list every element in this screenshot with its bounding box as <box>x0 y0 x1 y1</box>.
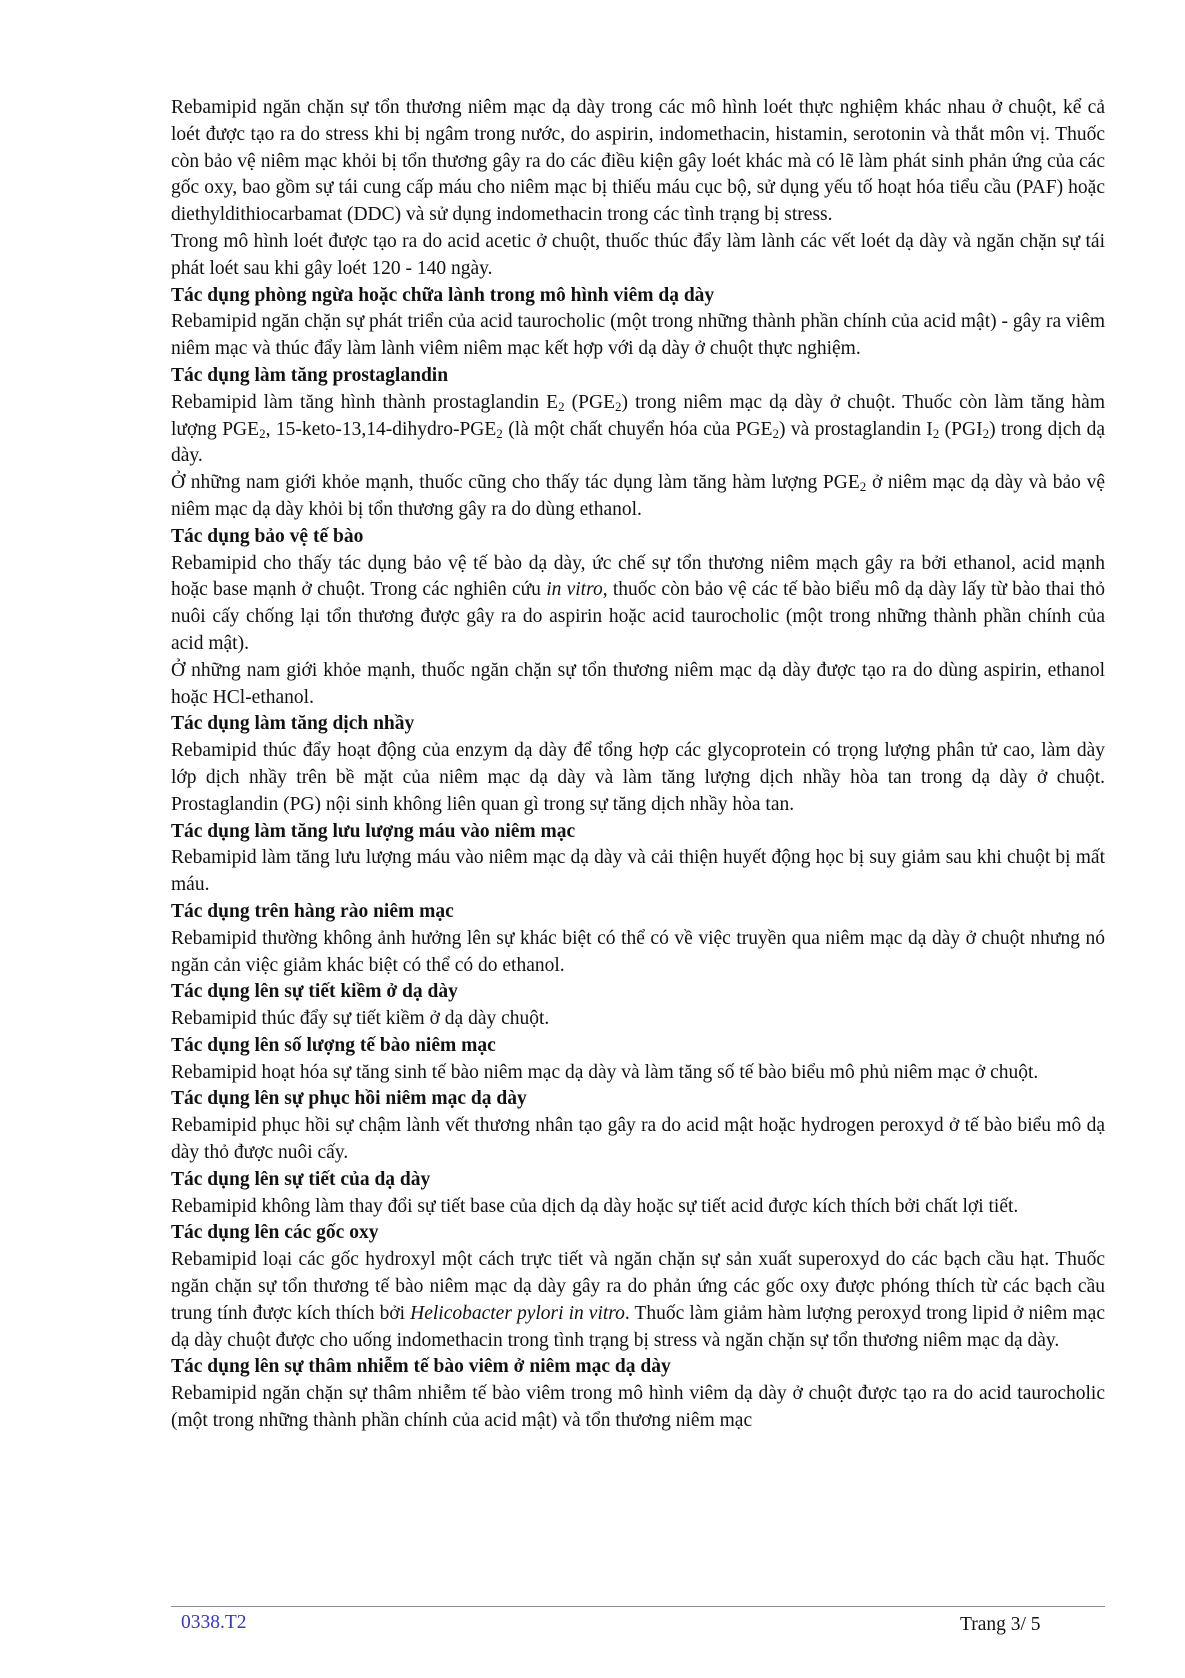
subscript: 2 <box>932 425 940 441</box>
paragraph: Rebamipid không làm thay đổi sự tiết base của dịch dạ dày hoặc sự tiết acid được kích thích bởi chất lợi tiết. <box>171 1195 1019 1217</box>
text-run: (là một chất chuyển hóa của PGE <box>502 418 773 440</box>
section-heading: Tác dụng lên sự tiết của dạ dày <box>171 1168 431 1190</box>
text-run: ) trong dịch dạ dày. <box>171 418 1105 467</box>
paragraph: Trong mô hình loét được tạo ra do acid acetic ở chuột, thuốc thúc đẩy làm lành các vết loét dạ dày và ngăn chặn sự tái phát loét sau khi gây loét 120 - 140 ngày. <box>171 230 1105 279</box>
paragraph: Rebamipid làm tăng lưu lượng máu vào niêm mạc dạ dày và cải thiện huyết động học bị suy giảm sau khi chuột bị mất máu. <box>171 847 1105 896</box>
paragraph <box>171 1247 1105 1354</box>
subscript: 2 <box>259 425 266 441</box>
italic-term: Helicobacter pylori in vitro <box>410 1302 625 1324</box>
paragraph: Rebamipid hoạt hóa sự tăng sinh tế bào niêm mạc dạ dày và làm tăng số tế bào biểu mô phủ niêm mạc ở chuột. <box>171 1061 1039 1083</box>
text-run: (PGE <box>564 391 616 413</box>
document-code: 0338.T2 <box>181 1612 247 1633</box>
text-run: ) và prostaglandin I <box>778 418 933 440</box>
text-run: Rebamipid làm tăng hình thành prostaglandin E <box>171 391 559 413</box>
text-run: (PGI <box>939 418 983 440</box>
paragraph: Rebamipid ngăn chặn sự tổn thương niêm mạc dạ dày trong các mô hình loét thực nghiệm khác nhau ở chuột, kể cả loét được tạo ra do stress khi bị ngâm trong nước, do aspirin, indomethacin, histamin, serotonin và thắt môn vị. Thuốc còn bảo vệ niêm mạc khỏi bị tổn thương gây ra do các điều kiện gây loét khác mà có lẽ làm phát sinh phản ứng của các gốc oxy, bao gồm sự tái cung cấp máu cho niêm mạc bị thiếu máu cục bộ, sử dụng yếu tố hoạt hóa tiểu cầu (PAF) hoặc diethyldithiocarbamat (DDC) và sử dụng indomethacin trong các tình trạng bị stress. <box>171 97 1105 226</box>
text-run: Rebamipid loại các gốc hydroxyl một cách trực tiết và ngăn chặn sự sản xuất superoxyd do các bạch cầu hạt. Thuốc ngăn chặn sự tổn thương tế bào niêm mạc dạ dày gây ra do phản ứng các gốc oxy được phóng thích từ các bạch cầu trung tính được kích thích bởi <box>171 1249 1105 1324</box>
section-heading: Tác dụng lên các gốc oxy <box>171 1222 379 1244</box>
subscript: 2 <box>558 398 565 414</box>
paragraph: Rebamipid thúc đẩy sự tiết kiềm ở dạ dày chuột. <box>171 1008 550 1030</box>
document-body <box>171 95 1105 1435</box>
section-heading: Tác dụng lên sự thâm nhiễm tế bào viêm ở niêm mạc dạ dày <box>171 1356 671 1378</box>
text-run: ở niêm mạc dạ dày và bảo vệ niêm mạc dạ dày khỏi bị tổn thương gây ra do dùng ethanol. <box>171 472 1105 520</box>
subscript: 2 <box>615 398 622 414</box>
text-run: Ở những nam giới khỏe mạnh, thuốc cũng cho thấy tác dụng làm tăng hàm lượng PGE <box>171 472 860 494</box>
section-heading: Tác dụng làm tăng prostaglandin <box>171 364 449 386</box>
paragraph: Rebamipid thúc đẩy hoạt động của enzym dạ dày để tổng hợp các glycoprotein có trọng lượng phân tử cao, làm dày lớp dịch nhầy trên bề mặt của niêm mạc dạ dày và làm tăng lượng dịch nhầy hòa tan trong dạ dày ở chuột. Prostaglandin (PG) nội sinh không liên quan gì trong sự tăng dịch nhầy hòa tan. <box>171 740 1105 815</box>
italic-term: in vitro <box>546 579 603 601</box>
subscript: 2 <box>772 425 779 441</box>
paragraph: Rebamipid thường không ảnh hưởng lên sự khác biệt có thể có về việc truyền qua niêm mạc dạ dày ở chuột nhưng nó ngăn cản việc giảm khác biệt có thể có do ethanol. <box>171 927 1105 976</box>
section-heading: Tác dụng làm tăng dịch nhầy <box>171 713 415 735</box>
paragraph: Ở những nam giới khỏe mạnh, thuốc ngăn chặn sự tổn thương niêm mạc dạ dày được tạo ra do dùng aspirin, ethanol hoặc HCl-ethanol. <box>171 659 1105 708</box>
text-run: . Thuốc làm giảm hàm lượng peroxyd trong lipid ở niêm mạc dạ dày chuột được cho uống indomethacin trong tình trạng bị stress và ngăn chặn sự tổn thương niêm mạc dạ dày. <box>171 1302 1105 1351</box>
paragraph <box>171 470 1105 524</box>
paragraph: Rebamipid ngăn chặn sự thâm nhiễm tế bào viêm trong mô hình viêm dạ dày ở chuột được tạo ra do acid taurocholic (một trong những thành phần chính của acid mật) và tổn thương niêm mạc <box>171 1383 1105 1432</box>
section-heading: Tác dụng lên số lượng tế bào niêm mạc <box>171 1034 496 1056</box>
page-number: Trang 3/ 5 <box>960 1614 1041 1635</box>
section-heading: Tác dụng bảo vệ tế bào <box>171 525 364 547</box>
section-heading: Tác dụng làm tăng lưu lượng máu vào niêm mạc <box>171 820 576 842</box>
section-heading: Tác dụng phòng ngừa hoặc chữa lành trong mô hình viêm dạ dày <box>171 284 715 306</box>
section-heading: Tác dụng trên hàng rào niêm mạc <box>171 900 454 922</box>
paragraph <box>171 390 1105 470</box>
subscript: 2 <box>496 425 503 441</box>
section-heading: Tác dụng lên sự phục hồi niêm mạc dạ dày <box>171 1088 527 1110</box>
footer-divider <box>171 1606 1105 1607</box>
subscript: 2 <box>859 479 867 495</box>
paragraph: Rebamipid phục hồi sự chậm lành vết thương nhân tạo gây ra do acid mật hoặc hydrogen peroxyd ở tế bào biểu mô dạ dày thỏ được nuôi cấy. <box>171 1115 1105 1164</box>
text-run: , 15-keto-13,14-dihydro-PGE <box>265 418 497 440</box>
text-run: Rebamipid cho thấy tác dụng bảo vệ tế bào dạ dày, ức chế sự tổn thương niêm mạch gây ra bởi ethanol, acid mạnh hoặc base mạnh ở chuột. Trong các nghiên cứu <box>171 552 1105 601</box>
text-run: , thuốc còn bảo vệ các tế bào biểu mô dạ dày lấy từ bào thai thỏ nuôi cấy chống lại tổn thương được gây ra do aspirin hoặc acid taurocholic (một trong những thành phần chính của acid mật). <box>171 579 1106 654</box>
text-run: ) trong niêm mạc dạ dày ở chuột. Thuốc còn làm tăng hàm lượng PGE <box>171 391 1106 440</box>
paragraph: Rebamipid ngăn chặn sự phát triển của acid taurocholic (một trong những thành phần chính của acid mật) - gây ra viêm niêm mạc và thúc đẩy làm lành viêm niêm mạc kết hợp với dạ dày ở chuột thực nghiệm. <box>171 311 1105 360</box>
paragraph <box>171 551 1105 658</box>
subscript: 2 <box>982 425 990 441</box>
section-heading: Tác dụng lên sự tiết kiềm ở dạ dày <box>171 981 458 1003</box>
